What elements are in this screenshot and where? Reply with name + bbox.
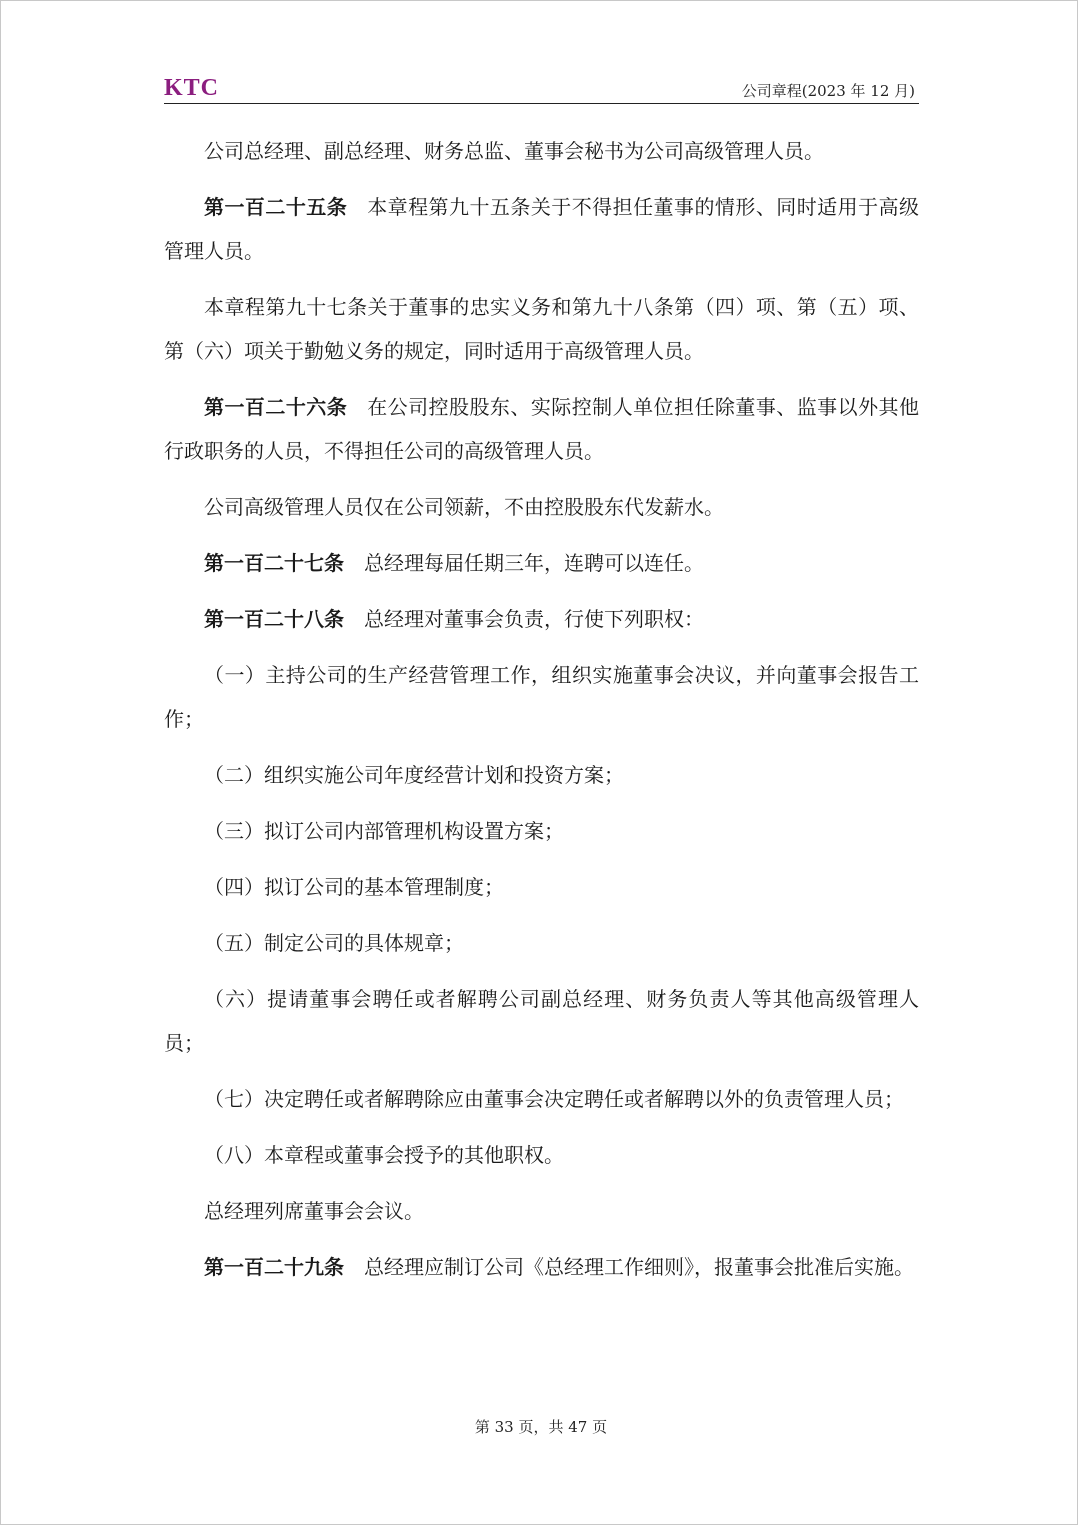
body-paragraph [164, 1189, 919, 1233]
paragraph-text: （五）制定公司的具体规章； [204, 931, 464, 955]
body-paragraph [164, 977, 919, 1065]
paragraph-text: 总经理列席董事会会议。 [204, 1199, 424, 1223]
article-number: 第一百二十九条 [204, 1255, 344, 1279]
article-paragraph [164, 385, 919, 473]
paragraph-text: （三）拟订公司内部管理机构设置方案； [204, 819, 564, 843]
body-paragraph [164, 653, 919, 741]
paragraph-text: （四）拟订公司的基本管理制度； [204, 875, 504, 899]
body-paragraph [164, 285, 919, 373]
article-number: 第一百二十八条 [204, 607, 344, 631]
body-paragraph [164, 485, 919, 529]
body-paragraph [164, 753, 919, 797]
body-paragraph [164, 921, 919, 965]
article-paragraph [164, 1245, 919, 1289]
paragraph-text: 在公司控股股东、实际控制人单位担任除董事、监事以外其他行政职务的人员，不得担任公司的高级管理人员。 [164, 395, 920, 463]
document-body [164, 129, 919, 1301]
paragraph-text: 总经理应制订公司《总经理工作细则》，报董事会批准后实施。 [364, 1255, 914, 1279]
article-number: 第一百二十五条 [204, 195, 348, 219]
article-number: 第一百二十七条 [204, 551, 344, 575]
page-header [164, 73, 919, 104]
body-paragraph [164, 1077, 919, 1121]
paragraph-text: 本章程第九十七条关于董事的忠实义务和第九十八条第（四）项、第（五）项、第（六）项关于勤勉义务的规定，同时适用于高级管理人员。 [164, 295, 919, 363]
article-paragraph [164, 185, 919, 273]
body-paragraph [164, 1133, 919, 1177]
paragraph-text: （六）提请董事会聘任或者解聘公司副总经理、财务负责人等其他高级管理人员； [164, 987, 919, 1055]
paragraph-text: （七）决定聘任或者解聘除应由董事会决定聘任或者解聘以外的负责管理人员； [204, 1087, 904, 1111]
paragraph-text: 总经理对董事会负责，行使下列职权： [364, 607, 704, 631]
body-paragraph [164, 865, 919, 909]
article-number: 第一百二十六条 [204, 395, 348, 419]
company-logo: KTC [164, 75, 220, 101]
article-paragraph [164, 597, 919, 641]
document-title: 公司章程(2023 年 12 月) [741, 82, 915, 100]
article-paragraph [164, 541, 919, 585]
body-paragraph [164, 809, 919, 853]
body-paragraph [164, 129, 919, 173]
paragraph-text: （二）组织实施公司年度经营计划和投资方案； [204, 763, 624, 787]
paragraph-text: 公司高级管理人员仅在公司领薪，不由控股股东代发薪水。 [204, 495, 724, 519]
paragraph-text: （一）主持公司的生产经营管理工作，组织实施董事会决议，并向董事会报告工作； [164, 663, 919, 731]
page-number: 第 33 页，共 47 页 [474, 1418, 608, 1436]
paragraph-text: （八）本章程或董事会授予的其他职权。 [204, 1143, 564, 1167]
paragraph-text: 本章程第九十五条关于不得担任董事的情形、同时适用于高级管理人员。 [164, 195, 920, 263]
paragraph-text: 总经理每届任期三年，连聘可以连任。 [364, 551, 704, 575]
paragraph-text: 公司总经理、副总经理、财务总监、董事会秘书为公司高级管理人员。 [204, 139, 824, 163]
